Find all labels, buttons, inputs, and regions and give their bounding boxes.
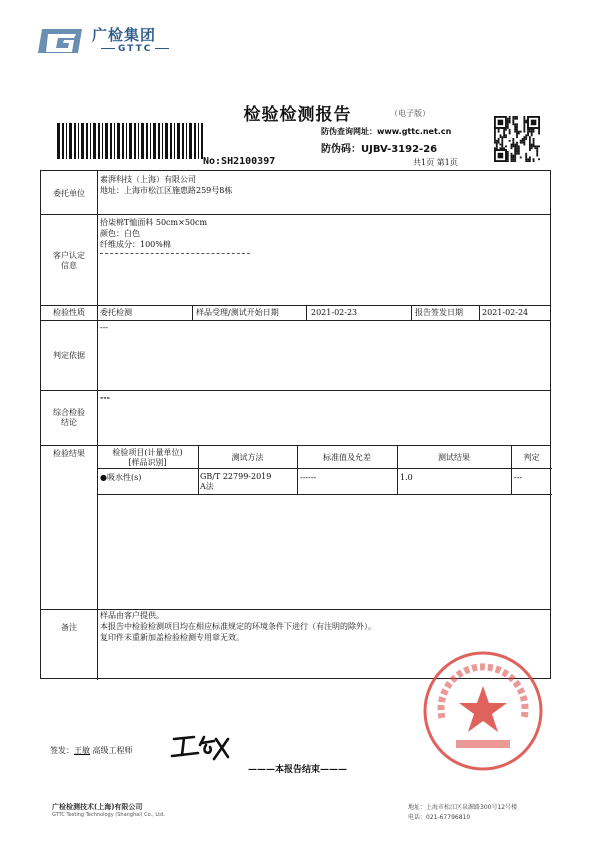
official-stamp-icon (420, 648, 546, 774)
footer-company-en: GTTC Testing Technology (Shanghai) Co., Ltd. (52, 812, 165, 818)
report-table (40, 170, 551, 679)
footer-address: 地址：上海市松江区泉源路300号12号楼 (408, 804, 518, 811)
signer-name: 王敏 (74, 746, 90, 755)
signature-prefix: 签发： (50, 746, 74, 755)
results-label: 检验结果 (53, 449, 85, 458)
issued-label: 报告签发日期 (415, 308, 463, 317)
sample-divider (100, 253, 250, 254)
footer-company-cn: 广检检测技术(上海)有限公司 (52, 803, 143, 811)
client-label: 委托单位 (53, 189, 85, 198)
basis-label: 判定依据 (53, 351, 85, 360)
client-name: 素湃科技（上海）有限公司 (100, 175, 196, 184)
gttc-logo-icon (38, 25, 86, 57)
col-standard: 标准值及允差 (323, 453, 371, 462)
basis-value: --- (100, 323, 109, 332)
verify-code: 防伪码：UJBV-3192-26 (321, 144, 438, 155)
remark-1: 样品由客户提供。 (100, 611, 164, 620)
handwritten-signature-icon (170, 733, 232, 761)
page-count: 共1页 第1页 (413, 158, 458, 167)
signer-title: 高级工程师 (92, 746, 133, 755)
report-title: 检验检测报告 (243, 105, 352, 125)
received-label: 样品受理/测试开始日期 (196, 308, 279, 317)
conclusion-value: --- (100, 392, 110, 402)
sample-color: 颜色：白色 (100, 229, 140, 238)
conclusion-label-1: 综合检验 (53, 408, 85, 417)
nature-label: 检验性质 (53, 308, 85, 317)
sample-label-2: 信息 (61, 261, 77, 270)
sample-fiber: 纤维成分：100%棉 (100, 240, 171, 249)
verify-website: 防伪查询网址：www.gttc.net.cn (321, 127, 452, 136)
report-subtitle: （电子版） (390, 109, 430, 118)
logo-text-en: GTTC (98, 44, 172, 54)
report-end: ———本报告结束——— (247, 765, 347, 775)
row-method-2: A法 (200, 482, 214, 491)
qr-code-icon (494, 116, 540, 162)
signature-line (50, 745, 133, 756)
company-logo (38, 22, 188, 62)
client-address: 地址：上海市松江区施惠路259号8栋 (100, 186, 233, 195)
footer-phone: 电话：021-67796810 (408, 814, 471, 821)
col-method: 测试方法 (231, 453, 264, 462)
logo-text-cn: 广检集团 (92, 26, 157, 44)
row-item: ●吸水性(s) (100, 473, 142, 482)
remark-2: 本报告中检验检测项目均在相应标准规定的环境条件下进行（有注明的除外）。 (100, 622, 376, 631)
row-method-1: GB/T 22799-2019 (200, 472, 272, 481)
col-judge: 判定 (523, 453, 540, 462)
barcode-icon (57, 123, 203, 159)
row-standard: ------ (300, 473, 317, 482)
conclusion-label-2: 结论 (61, 418, 77, 427)
report-number: No:SH2100397 (203, 156, 276, 167)
col-item-1: 检验项目(计量单位) (112, 448, 183, 457)
received-date: 2021-02-23 (311, 308, 358, 317)
col-item-2: [样品识别] (128, 458, 167, 467)
row-result: 1.0 (400, 473, 413, 482)
row-judge: --- (514, 473, 523, 482)
nature-value: 委托检测 (100, 308, 132, 317)
col-result: 测试结果 (438, 453, 470, 462)
remarks-label: 备注 (61, 623, 77, 632)
sample-desc: 拾柒棉T恤面料 50cm×50cm (100, 218, 208, 227)
issued-date: 2021-02-24 (482, 308, 529, 317)
remark-3: 复印件未重新加盖检验检测专用章无效。 (100, 633, 244, 642)
sample-label-1: 客户认定 (53, 251, 85, 260)
